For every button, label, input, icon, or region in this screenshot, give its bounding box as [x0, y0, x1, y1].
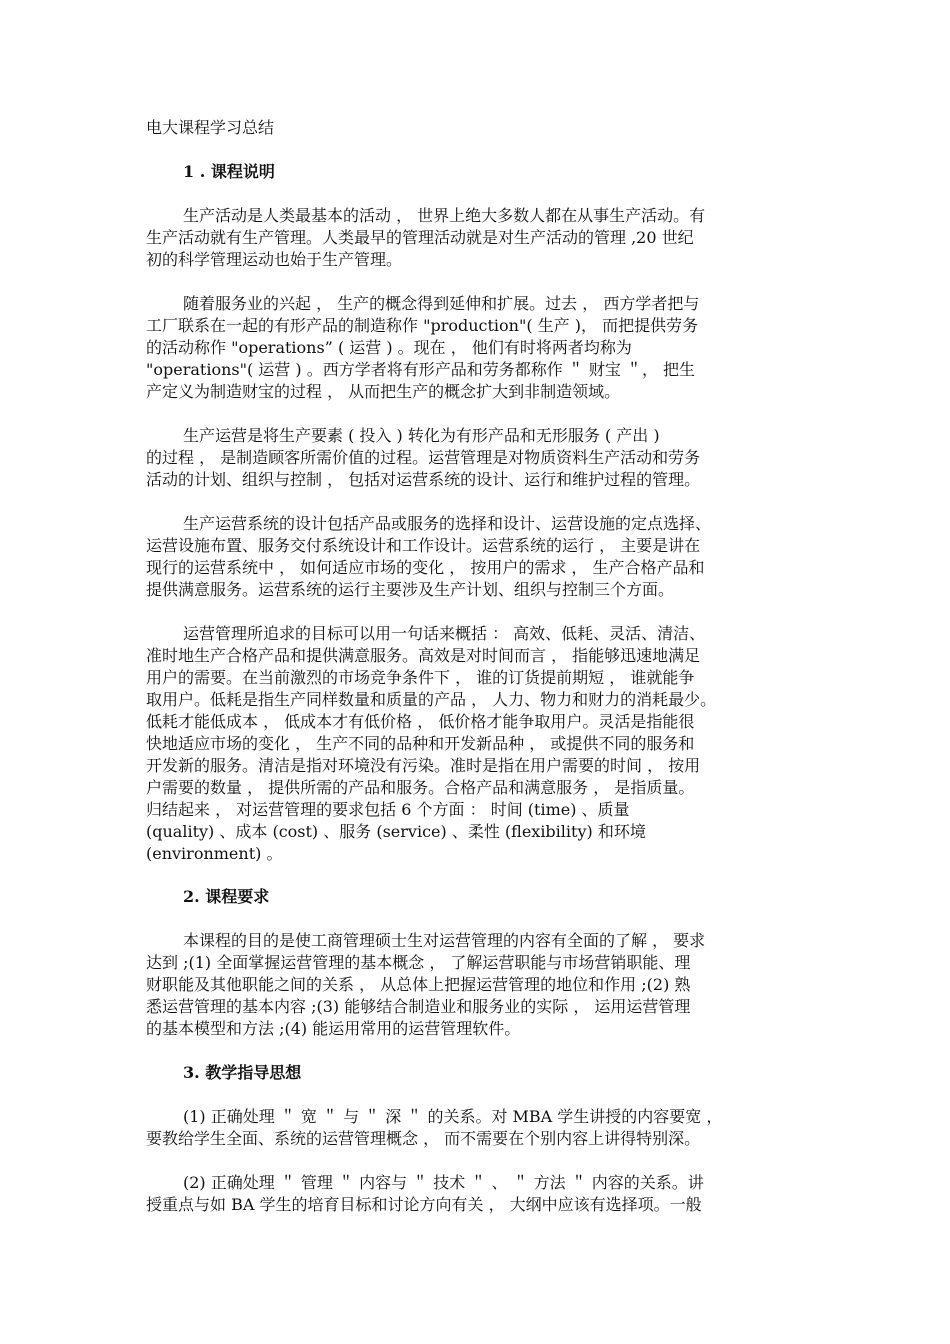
paragraph-line: 本课程的目的是使工商管理硕士生对运营管理的内容有全面的了解 ， 要求	[183, 931, 706, 950]
paragraph-line: 低耗才能低成本 ， 低成本才有低价格 ， 低价格才能争取用户。灵活是指能很	[146, 712, 695, 731]
section-heading-course-requirements: 2. 课程要求	[183, 887, 270, 906]
paragraph	[146, 1106, 816, 1150]
paragraph-line: 工厂联系在一起的有形产品的制造称作 "production"( 生产 )， 而把提供劳务	[146, 316, 699, 335]
paragraph-line: 初的科学管理运动也始于生产管理。	[146, 250, 403, 269]
section-heading-course-description: 1 . 课程说明	[183, 162, 275, 181]
paragraph	[146, 1172, 816, 1216]
paragraph-line: 要教给学生全面、系统的运营管理概念 ， 而不需要在个别内容上讲得特别深。	[146, 1129, 701, 1148]
paragraph	[146, 205, 816, 271]
paragraph-line: 生产运营系统的设计包括产品或服务的选择和设计、运营设施的定点选择、	[183, 514, 712, 533]
paragraph-line: 现行的运营系统中 ， 如何适应市场的变化 ， 按用户的需求 ， 生产合格产品和	[146, 558, 705, 577]
paragraph-line: 归结起来 ， 对运营管理的要求包括 6 个方面 ： 时间 (time) 、质量	[146, 800, 630, 819]
paragraph-line: 生产运营是将生产要素 ( 投入 ) 转化为有形产品和无形服务 ( 产出 )	[183, 426, 660, 445]
paragraph-line: (2) 正确处理 ＂ 管理 ＂ 内容与 ＂ 技术 ＂ 、 ＂ 方法 ＂ 内容的关系。讲	[183, 1173, 704, 1192]
paragraph-line: 提供满意服务。运营系统的运行主要涉及生产计划、组织与控制三个方面。	[146, 580, 675, 599]
paragraph-line: 运营设施布置、服务交付系统设计和工作设计。运营系统的运行 ， 主要是讲在	[146, 536, 701, 555]
paragraph	[146, 293, 816, 403]
paragraph	[146, 513, 816, 601]
paragraph-line: 开发新的服务。清洁是指对环境没有污染。准时是指在用户需要的时间 ， 按用	[146, 756, 701, 775]
paragraph-line: 快地适应市场的变化 ， 生产不同的品种和开发新品种 ， 或提供不同的服务和	[146, 734, 695, 753]
paragraph-line: 产定义为制造财宝的过程 ， 从而把生产的概念扩大到非制造领域。	[146, 382, 621, 401]
paragraph-line: 财职能及其他职能之间的关系 ， 从总体上把握运营管理的地位和作用 ;(2) 熟	[146, 975, 691, 994]
paragraph-line: 达到 ;(1) 全面掌握运营管理的基本概念 ， 了解运营职能与市场营销职能、理	[146, 953, 691, 972]
paragraph-line: 的活动称作 "operations” ( 运营 ) 。现在 ， 他们有时将两者均称为	[146, 338, 632, 357]
paragraph	[146, 425, 816, 491]
paragraph-line: 授重点与如 BA 学生的培育目标和讨论方向有关 ， 大纲中应该有选择项。一般	[146, 1195, 702, 1214]
section-heading-teaching-guidance: 3. 教学指导思想	[183, 1063, 302, 1082]
paragraph	[146, 930, 816, 1040]
paragraph-line: 户需要的数量 ， 提供所需的产品和服务。合格产品和满意服务 ， 是指质量。	[146, 778, 695, 797]
paragraph-line: 生产活动就有生产管理。人类最早的管理活动就是对生产活动的管理 ,20 世纪	[146, 228, 694, 247]
paragraph-line: 活动的计划、组织与控制 ， 包括对运营系统的设计、运行和维护过程的管理。	[146, 470, 701, 489]
paragraph	[146, 623, 816, 865]
paragraph-line: 的基本模型和方法 ;(4) 能运用常用的运营管理软件。	[146, 1019, 521, 1038]
document-title: 电大课程学习总结	[146, 118, 275, 137]
paragraph-line: 准时地生产合格产品和提供满意服务。高效是对时间而言 ， 指能够迅速地满足	[146, 646, 701, 665]
paragraph-line: 生产活动是人类最基本的活动 ， 世界上绝大多数人都在从事生产活动。有	[183, 206, 706, 225]
paragraph-line: "operations"( 运营 ) 。西方学者将有形产品和劳务都称作 ＂ 财宝 ＂， 把生	[146, 360, 696, 379]
paragraph-line: (environment) 。	[146, 844, 283, 863]
paragraph-line: (quality) 、成本 (cost) 、服务 (service) 、柔性 (flexibility) 和环境	[146, 822, 646, 841]
paragraph-line: 随着服务业的兴起 ， 生产的概念得到延伸和扩展。过去 ， 西方学者把与	[183, 294, 700, 313]
paragraph-line: 用户的需要。在当前激烈的市场竞争条件下 ， 谁的订货提前期短 ， 谁就能争	[146, 668, 695, 687]
paragraph-line: 的过程 ， 是制造顾客所需价值的过程。运营管理是对物质资料生产活动和劳务	[146, 448, 701, 467]
paragraph-line: 运营管理所追求的目标可以用一句话来概括 ： 高效、低耗、灵活、清洁、	[183, 624, 706, 643]
paragraph-line: 取用户。低耗是指生产同样数量和质量的产品 ， 人力、物力和财力的消耗最少。	[146, 690, 717, 709]
paragraph-line: (1) 正确处理 ＂ 宽 ＂ 与 ＂ 深 ＂ 的关系。对 MBA 学生讲授的内容要宽 ，	[183, 1107, 723, 1126]
paragraph-line: 悉运营管理的基本内容 ;(3) 能够结合制造业和服务业的实际 ， 运用运营管理	[146, 997, 691, 1016]
